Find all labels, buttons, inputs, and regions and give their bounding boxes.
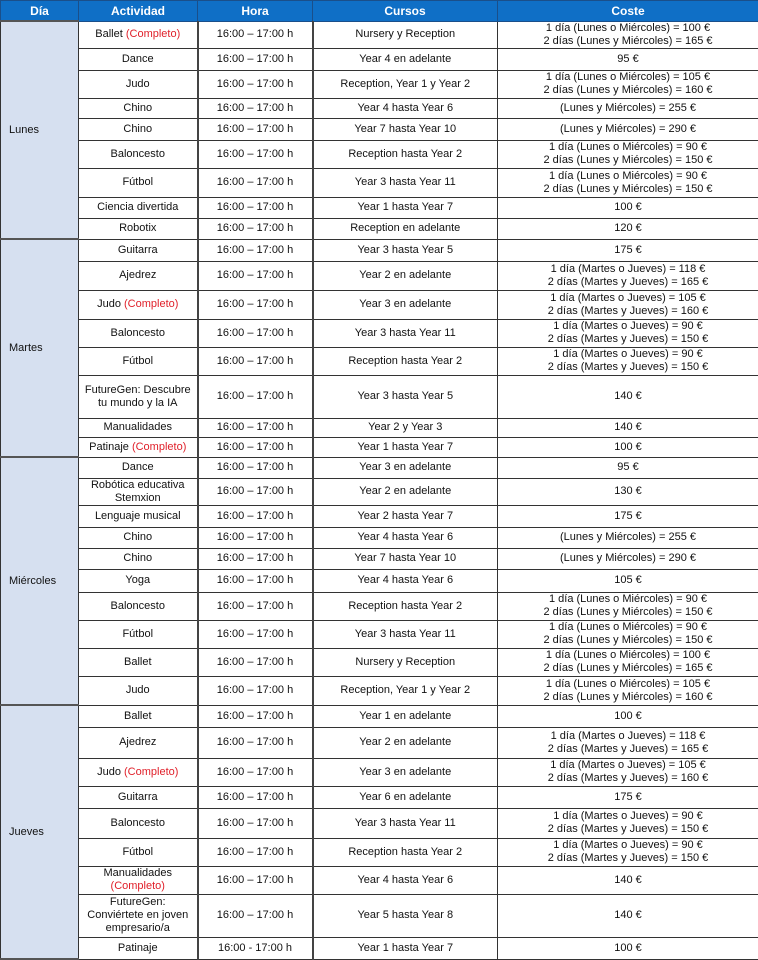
cost-cell (498, 218, 758, 239)
activity-name: Ballet (95, 28, 123, 40)
cost-cell (498, 620, 758, 648)
time-cell: 16:00 – 17:00 h (198, 98, 313, 118)
activity-cell (79, 727, 198, 758)
cost-line: 1 día (Lunes o Miércoles) = 90 € (500, 141, 756, 154)
cost-cell (498, 705, 758, 727)
table-row (1, 218, 758, 239)
day-cell: Miércoles (1, 457, 79, 705)
column-header-hora: Hora (198, 1, 313, 22)
activity-cell (79, 347, 198, 375)
cost-line: (Lunes y Miércoles) = 290 € (500, 123, 756, 136)
table-row (1, 838, 758, 866)
courses-cell: Year 3 hasta Year 11 (313, 620, 498, 648)
cost-cell (498, 894, 758, 937)
cost-line: 1 día (Martes o Jueves) = 90 € (500, 810, 756, 823)
cost-line: 2 días (Martes y Jueves) = 160 € (500, 305, 756, 318)
cost-line: 1 día (Martes o Jueves) = 90 € (500, 348, 756, 361)
cost-cell (498, 592, 758, 620)
time-cell: 16:00 – 17:00 h (198, 48, 313, 70)
activity-name: Judo (126, 78, 150, 90)
table-row (1, 98, 758, 118)
activity-name: Fútbol (122, 846, 153, 858)
time-cell: 16:00 – 17:00 h (198, 727, 313, 758)
cost-line: 140 € (500, 874, 756, 887)
cost-line: 2 días (Lunes y Miércoles) = 150 € (500, 154, 756, 167)
cost-cell (498, 569, 758, 592)
cost-cell (498, 838, 758, 866)
table-row (1, 197, 758, 218)
activity-name: Guitarra (118, 791, 158, 803)
time-cell: 16:00 – 17:00 h (198, 418, 313, 437)
cost-cell (498, 548, 758, 569)
activity-cell (79, 786, 198, 808)
courses-cell: Reception hasta Year 2 (313, 592, 498, 620)
courses-cell: Year 5 hasta Year 8 (313, 894, 498, 937)
activity-name: Chino (123, 102, 152, 114)
completo-badge: (Completo) (111, 880, 165, 892)
time-cell: 16:00 - 17:00 h (198, 937, 313, 959)
activity-name: Baloncesto (111, 600, 165, 612)
time-cell: 16:00 – 17:00 h (198, 290, 313, 319)
cost-line: 1 día (Lunes o Miércoles) = 105 € (500, 71, 756, 84)
activity-name: Yoga (125, 574, 150, 586)
activity-cell (79, 319, 198, 347)
column-header-cursos: Cursos (313, 1, 498, 22)
table-row (1, 648, 758, 676)
cost-line: (Lunes y Miércoles) = 290 € (500, 552, 756, 565)
completo-badge: (Completo) (126, 28, 180, 40)
table-row (1, 937, 758, 959)
cost-line: 100 € (500, 942, 756, 955)
cost-cell (498, 527, 758, 548)
time-cell: 16:00 – 17:00 h (198, 347, 313, 375)
cost-line: 2 días (Martes y Jueves) = 150 € (500, 333, 756, 346)
activity-cell (79, 261, 198, 290)
cost-line: 140 € (500, 421, 756, 434)
courses-cell: Year 4 en adelante (313, 48, 498, 70)
cost-cell (498, 648, 758, 676)
cost-line: 2 días (Martes y Jueves) = 150 € (500, 361, 756, 374)
cost-line: (Lunes y Miércoles) = 255 € (500, 531, 756, 544)
time-cell: 16:00 – 17:00 h (198, 786, 313, 808)
activity-cell (79, 866, 198, 894)
cost-line: 2 días (Lunes y Miércoles) = 160 € (500, 691, 756, 704)
cost-cell (498, 676, 758, 705)
courses-cell: Nursery y Reception (313, 648, 498, 676)
activity-cell (79, 140, 198, 168)
cost-line: 1 día (Lunes o Miércoles) = 90 € (500, 621, 756, 634)
cost-line: 1 día (Lunes o Miércoles) = 90 € (500, 593, 756, 606)
cost-line: 2 días (Lunes y Miércoles) = 150 € (500, 634, 756, 647)
cost-line: 95 € (500, 53, 756, 66)
time-cell: 16:00 – 17:00 h (198, 505, 313, 527)
activity-cell (79, 894, 198, 937)
time-cell: 16:00 – 17:00 h (198, 894, 313, 937)
table-row (1, 168, 758, 197)
activity-name: Patinaje (89, 441, 129, 453)
courses-cell: Reception, Year 1 y Year 2 (313, 676, 498, 705)
cost-cell (498, 727, 758, 758)
courses-cell: Year 4 hasta Year 6 (313, 569, 498, 592)
cost-cell (498, 457, 758, 478)
cost-line: 175 € (500, 791, 756, 804)
cost-cell (498, 866, 758, 894)
activity-name: Manualidades (104, 421, 173, 433)
cost-line: 175 € (500, 244, 756, 257)
activity-cell (79, 375, 198, 418)
courses-cell: Reception hasta Year 2 (313, 838, 498, 866)
activity-cell (79, 838, 198, 866)
cost-cell (498, 168, 758, 197)
activity-cell (79, 758, 198, 786)
activity-cell (79, 418, 198, 437)
activity-cell (79, 98, 198, 118)
time-cell: 16:00 – 17:00 h (198, 548, 313, 569)
table-row (1, 569, 758, 592)
table-row (1, 437, 758, 457)
cost-line: 2 días (Martes y Jueves) = 150 € (500, 852, 756, 865)
cost-line: 1 día (Martes o Jueves) = 118 € (500, 730, 756, 743)
table-row (1, 290, 758, 319)
activity-cell (79, 218, 198, 239)
table-row (1, 758, 758, 786)
cost-line: 1 día (Lunes o Miércoles) = 90 € (500, 170, 756, 183)
day-cell: Lunes (1, 21, 79, 239)
time-cell: 16:00 – 17:00 h (198, 527, 313, 548)
cost-line: 1 día (Martes o Jueves) = 105 € (500, 759, 756, 772)
time-cell: 16:00 – 17:00 h (198, 478, 313, 505)
completo-badge: (Completo) (124, 766, 178, 778)
time-cell: 16:00 – 17:00 h (198, 21, 313, 48)
courses-cell: Year 4 hasta Year 6 (313, 98, 498, 118)
activity-name: FutureGen: Descubre tu mundo y la IA (85, 384, 191, 409)
activity-cell (79, 648, 198, 676)
day-cell: Jueves (1, 705, 79, 959)
table-row (1, 676, 758, 705)
time-cell: 16:00 – 17:00 h (198, 569, 313, 592)
table-body (1, 21, 758, 959)
cost-cell (498, 937, 758, 959)
table-row (1, 457, 758, 478)
column-header-dia: Día (1, 1, 79, 22)
activity-cell (79, 705, 198, 727)
completo-badge: (Completo) (132, 441, 186, 453)
cost-line: 2 días (Martes y Jueves) = 160 € (500, 772, 756, 785)
activity-cell (79, 48, 198, 70)
time-cell: 16:00 – 17:00 h (198, 808, 313, 838)
cost-line: 1 día (Lunes o Miércoles) = 100 € (500, 649, 756, 662)
cost-cell (498, 808, 758, 838)
activity-name: Chino (123, 123, 152, 135)
table-row (1, 592, 758, 620)
activity-name: Manualidades (104, 867, 173, 879)
activity-name: Ballet (124, 710, 152, 722)
cost-line: 105 € (500, 574, 756, 587)
time-cell: 16:00 – 17:00 h (198, 838, 313, 866)
cost-cell (498, 478, 758, 505)
completo-badge: (Completo) (124, 298, 178, 310)
courses-cell: Year 3 hasta Year 11 (313, 168, 498, 197)
cost-cell (498, 239, 758, 261)
activity-cell (79, 437, 198, 457)
time-cell: 16:00 – 17:00 h (198, 648, 313, 676)
cost-line: 2 días (Lunes y Miércoles) = 165 € (500, 662, 756, 675)
cost-cell (498, 70, 758, 98)
time-cell: 16:00 – 17:00 h (198, 239, 313, 261)
time-cell: 16:00 – 17:00 h (198, 319, 313, 347)
table-row (1, 894, 758, 937)
cost-cell (498, 197, 758, 218)
activity-cell (79, 808, 198, 838)
cost-cell (498, 21, 758, 48)
activity-name: Dance (122, 53, 154, 65)
table-row (1, 70, 758, 98)
activity-name: Ciencia divertida (97, 201, 178, 213)
activity-name: Chino (123, 531, 152, 543)
activity-cell (79, 239, 198, 261)
table-row (1, 866, 758, 894)
courses-cell: Year 7 hasta Year 10 (313, 118, 498, 140)
courses-cell: Reception, Year 1 y Year 2 (313, 70, 498, 98)
time-cell: 16:00 – 17:00 h (198, 437, 313, 457)
cost-line: 1 día (Lunes o Miércoles) = 105 € (500, 678, 756, 691)
time-cell: 16:00 – 17:00 h (198, 261, 313, 290)
courses-cell: Year 3 en adelante (313, 457, 498, 478)
activity-name: Ballet (124, 656, 152, 668)
courses-cell: Year 2 en adelante (313, 727, 498, 758)
time-cell: 16:00 – 17:00 h (198, 457, 313, 478)
activity-name: Ajedrez (119, 269, 156, 281)
cost-line: 140 € (500, 909, 756, 922)
cost-cell (498, 98, 758, 118)
table-row (1, 808, 758, 838)
table-row (1, 239, 758, 261)
activity-cell (79, 290, 198, 319)
time-cell: 16:00 – 17:00 h (198, 197, 313, 218)
courses-cell: Year 1 hasta Year 7 (313, 937, 498, 959)
time-cell: 16:00 – 17:00 h (198, 592, 313, 620)
courses-cell: Year 4 hasta Year 6 (313, 866, 498, 894)
activity-cell (79, 70, 198, 98)
activity-name: Guitarra (118, 244, 158, 256)
activity-cell (79, 457, 198, 478)
courses-cell: Year 6 en adelante (313, 786, 498, 808)
table-row (1, 620, 758, 648)
cost-line: 1 día (Martes o Jueves) = 118 € (500, 263, 756, 276)
activity-cell (79, 197, 198, 218)
cost-line: 130 € (500, 485, 756, 498)
activity-cell (79, 937, 198, 959)
courses-cell: Year 3 en adelante (313, 758, 498, 786)
activity-name: Judo (97, 298, 121, 310)
table-row (1, 786, 758, 808)
time-cell: 16:00 – 17:00 h (198, 375, 313, 418)
courses-cell: Nursery y Reception (313, 21, 498, 48)
cost-cell (498, 418, 758, 437)
table-row (1, 375, 758, 418)
cost-cell (498, 140, 758, 168)
activity-cell (79, 620, 198, 648)
activity-cell (79, 527, 198, 548)
time-cell: 16:00 – 17:00 h (198, 705, 313, 727)
time-cell: 16:00 – 17:00 h (198, 866, 313, 894)
cost-line: 1 día (Lunes o Miércoles) = 100 € (500, 22, 756, 35)
activity-name: Dance (122, 461, 154, 473)
activity-name: Patinaje (118, 942, 158, 954)
cost-line: 2 días (Martes y Jueves) = 150 € (500, 823, 756, 836)
cost-line: 2 días (Martes y Jueves) = 165 € (500, 276, 756, 289)
activity-cell (79, 478, 198, 505)
activity-cell (79, 505, 198, 527)
cost-line: 140 € (500, 390, 756, 403)
cost-cell (498, 118, 758, 140)
cost-line: 2 días (Lunes y Miércoles) = 150 € (500, 183, 756, 196)
courses-cell: Reception hasta Year 2 (313, 140, 498, 168)
table-row (1, 527, 758, 548)
activity-cell (79, 548, 198, 569)
courses-cell: Year 2 y Year 3 (313, 418, 498, 437)
time-cell: 16:00 – 17:00 h (198, 118, 313, 140)
cost-line: 100 € (500, 710, 756, 723)
cost-cell (498, 786, 758, 808)
time-cell: 16:00 – 17:00 h (198, 140, 313, 168)
activity-name: FutureGen: Conviértete en joven empresario/a (87, 896, 188, 934)
cost-line: 120 € (500, 222, 756, 235)
time-cell: 16:00 – 17:00 h (198, 70, 313, 98)
activity-name: Chino (123, 552, 152, 564)
table-row (1, 48, 758, 70)
table-row (1, 118, 758, 140)
table-row (1, 505, 758, 527)
column-header-coste: Coste (498, 1, 758, 22)
courses-cell: Reception hasta Year 2 (313, 347, 498, 375)
cost-cell (498, 375, 758, 418)
cost-line: 175 € (500, 510, 756, 523)
table-row (1, 261, 758, 290)
courses-cell: Year 1 hasta Year 7 (313, 197, 498, 218)
activity-name: Baloncesto (111, 817, 165, 829)
activity-cell (79, 168, 198, 197)
time-cell: 16:00 – 17:00 h (198, 620, 313, 648)
day-cell: Martes (1, 239, 79, 457)
activity-cell (79, 118, 198, 140)
cost-line: (Lunes y Miércoles) = 255 € (500, 102, 756, 115)
table-row (1, 705, 758, 727)
table-row (1, 727, 758, 758)
cost-line: 95 € (500, 461, 756, 474)
table-header-row (1, 1, 758, 22)
cost-cell (498, 261, 758, 290)
cost-line: 100 € (500, 201, 756, 214)
cost-cell (498, 48, 758, 70)
cost-cell (498, 758, 758, 786)
courses-cell: Year 2 en adelante (313, 261, 498, 290)
time-cell: 16:00 – 17:00 h (198, 758, 313, 786)
cost-cell (498, 319, 758, 347)
table-row (1, 347, 758, 375)
activity-name: Fútbol (122, 176, 153, 188)
cost-line: 2 días (Lunes y Miércoles) = 150 € (500, 606, 756, 619)
cost-line: 1 día (Martes o Jueves) = 90 € (500, 839, 756, 852)
time-cell: 16:00 – 17:00 h (198, 218, 313, 239)
courses-cell: Year 2 en adelante (313, 478, 498, 505)
activity-name: Robotix (119, 222, 156, 234)
cost-cell (498, 437, 758, 457)
time-cell: 16:00 – 17:00 h (198, 676, 313, 705)
courses-cell: Year 3 hasta Year 11 (313, 319, 498, 347)
courses-cell: Year 4 hasta Year 6 (313, 527, 498, 548)
activity-name: Robótica educativa Stemxion (91, 479, 185, 504)
courses-cell: Year 3 hasta Year 5 (313, 375, 498, 418)
cost-cell (498, 347, 758, 375)
courses-cell: Year 1 hasta Year 7 (313, 437, 498, 457)
activity-name: Baloncesto (111, 327, 165, 339)
table-row (1, 478, 758, 505)
activity-cell (79, 569, 198, 592)
activity-name: Lenguaje musical (95, 510, 181, 522)
activity-cell (79, 676, 198, 705)
table-row (1, 319, 758, 347)
cost-line: 2 días (Martes y Jueves) = 165 € (500, 743, 756, 756)
table-row (1, 418, 758, 437)
activity-name: Fútbol (122, 355, 153, 367)
courses-cell: Year 7 hasta Year 10 (313, 548, 498, 569)
cost-cell (498, 290, 758, 319)
table-row (1, 140, 758, 168)
activity-cell (79, 21, 198, 48)
courses-cell: Year 3 en adelante (313, 290, 498, 319)
cost-line: 100 € (500, 441, 756, 454)
table-row (1, 548, 758, 569)
cost-line: 2 días (Lunes y Miércoles) = 160 € (500, 84, 756, 97)
activity-name: Baloncesto (111, 148, 165, 160)
activity-name: Fútbol (122, 628, 153, 640)
table-row (1, 21, 758, 48)
courses-cell: Reception en adelante (313, 218, 498, 239)
activity-name: Ajedrez (119, 736, 156, 748)
courses-cell: Year 1 en adelante (313, 705, 498, 727)
activity-name: Judo (126, 684, 150, 696)
courses-cell: Year 3 hasta Year 11 (313, 808, 498, 838)
cost-cell (498, 505, 758, 527)
cost-line: 1 día (Martes o Jueves) = 90 € (500, 320, 756, 333)
cost-line: 1 día (Martes o Jueves) = 105 € (500, 292, 756, 305)
activity-name: Judo (97, 766, 121, 778)
courses-cell: Year 2 hasta Year 7 (313, 505, 498, 527)
cost-line: 2 días (Lunes y Miércoles) = 165 € (500, 35, 756, 48)
courses-cell: Year 3 hasta Year 5 (313, 239, 498, 261)
time-cell: 16:00 – 17:00 h (198, 168, 313, 197)
column-header-actividad: Actividad (79, 1, 198, 22)
activity-cell (79, 592, 198, 620)
